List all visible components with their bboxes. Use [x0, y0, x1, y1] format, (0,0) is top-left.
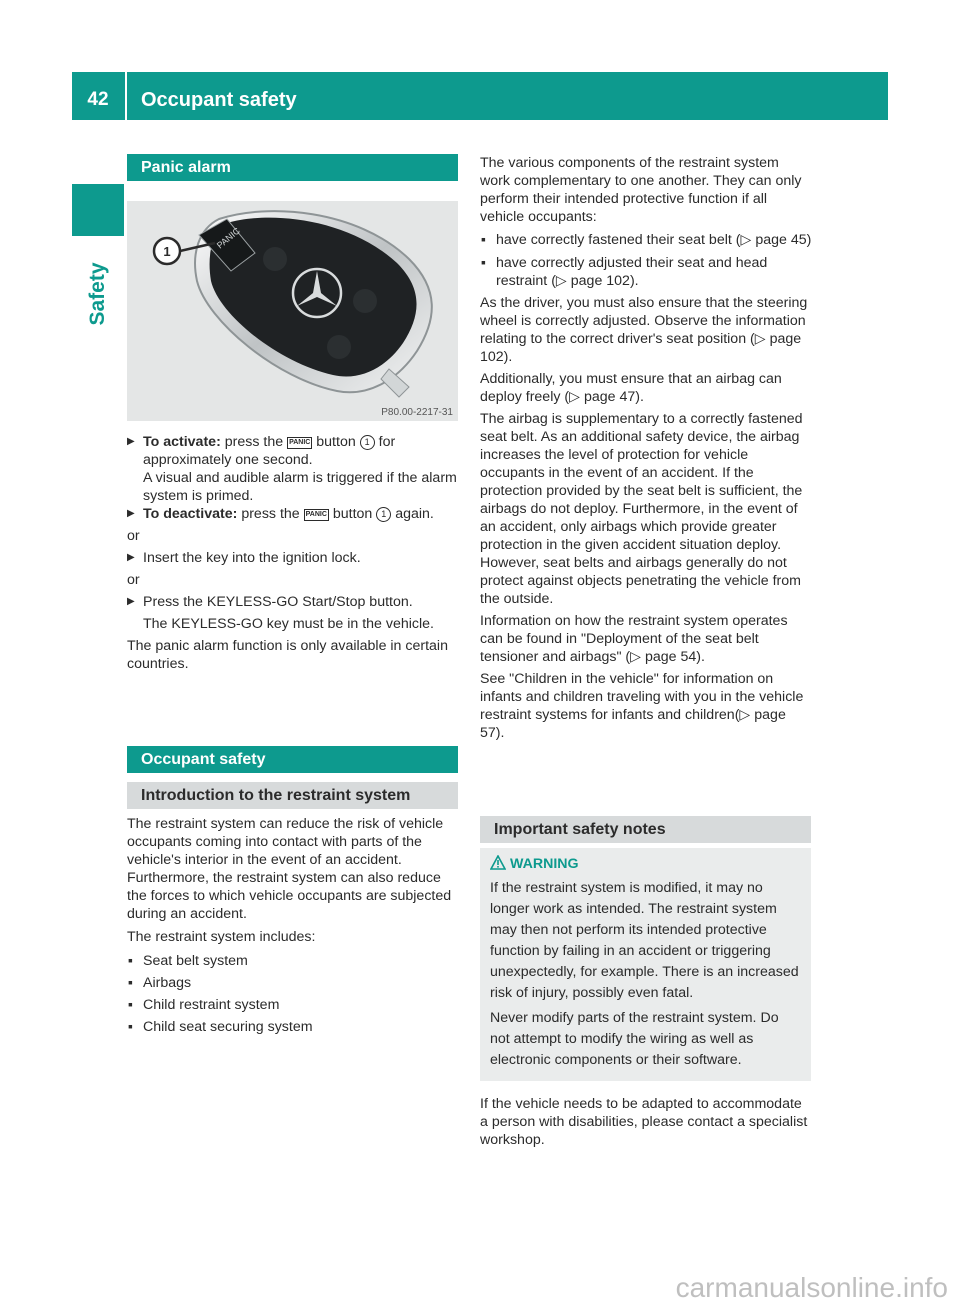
safety-notes-heading: Important safety notes: [480, 816, 811, 843]
warning-advice: Never modify parts of the restraint system. Do not attempt to modify the wiring as well as electronic components or their software.: [490, 1010, 779, 1068]
driver-text: As the driver, you must also ensure that the steering wheel is correctly adjusted. Observe the information relating to the correct driver's seat position (▷ page 102).: [480, 295, 808, 365]
warning-text: If the restraint system is modified, it may no longer work as intended. The restraint system may then not perform its intended protective function by failing in an accident or triggering unexpectedly, for example. There is an increased risk of injury, possibly even fatal.: [490, 880, 799, 1001]
includes-text: The restraint system includes:: [127, 929, 316, 945]
callout-1-icon: 1: [360, 435, 375, 450]
watermark: carmanualsonline.info: [675, 1272, 948, 1303]
airbag-deploy-text: Additionally, you must ensure that an airbag can deploy freely (▷ page 47).: [480, 371, 782, 405]
side-tab: [72, 246, 124, 342]
or-text: or: [127, 572, 140, 588]
or-text: or: [127, 528, 140, 544]
alarm-note: A visual and audible alarm is triggered if the alarm system is primed.: [143, 470, 457, 504]
warning-triangle-icon: [490, 855, 506, 870]
key-image: [127, 201, 458, 421]
panic-key-text: PANIC: [214, 225, 242, 251]
availability-text: The panic alarm function is only available in certain countries.: [127, 638, 448, 672]
children-text: See "Children in the vehicle" for information on infants and children traveling with you in the vehicle restraint systems for infants and children(▷ page 57).: [480, 671, 804, 741]
intro-heading: Introduction to the restraint system: [127, 782, 458, 809]
page-title: Occupant safety: [141, 89, 297, 111]
panic-alarm-heading: Panic alarm: [127, 154, 458, 181]
image-code: P80.00-2217-31: [381, 407, 453, 418]
restraint-info: [480, 154, 812, 742]
keyless-note: The KEYLESS-GO key must be in the vehicle.: [143, 616, 434, 632]
info-text: Information on how the restraint system operates can be found in "Deployment of the seat belt tensioner and airbags" (▷ page 54).: [480, 613, 788, 665]
list-item: ▪ Child restraint system: [127, 996, 460, 1014]
car-key-illustration: [127, 201, 458, 421]
list-item: ▪ have correctly fastened their seat belt (▷ page 45): [480, 231, 812, 249]
warning-title: WARNING: [510, 856, 579, 872]
intro-text: The restraint system can reduce the risk of vehicle occupants coming into contact with parts of the vehicle's interior in the event of an accident. Furthermore, the restraint system can also reduce the forces to which vehicle occupants are subjected during an accident.: [127, 816, 452, 922]
disabilities-text: If the vehicle needs to be adapted to accommodate a person with disabilities, please contact a specialist workshop.: [480, 1096, 808, 1148]
panic-button-icon: PANIC: [304, 509, 329, 521]
deactivate-label: To deactivate:: [143, 506, 238, 522]
side-tab-label: Safety: [86, 262, 109, 326]
callout-1-icon: 1: [376, 507, 391, 522]
list-item: ▪ Airbags: [127, 974, 460, 992]
disabilities-section: [480, 1095, 812, 1149]
intro-section: [127, 815, 460, 1036]
activate-label: To activate:: [143, 434, 221, 450]
warning-header: [490, 854, 801, 875]
list-item: ▪ have correctly adjusted their seat and head restraint (▷ page 102).: [480, 254, 812, 290]
panic-button-icon: PANIC: [287, 437, 312, 449]
insert-key-step: ▶ Insert the key into the ignition lock.: [127, 549, 460, 567]
activate-step: ▶ To activate: press the PANIC button 1 for approximately one second.: [127, 433, 460, 469]
panic-alarm-steps: [127, 433, 460, 673]
list-item: ▪ Seat belt system: [127, 952, 460, 970]
supplementary-text: The airbag is supplementary to a correctly fastened seat belt. As an additional safety device, the airbag increases the level of protection for vehicle occupants in the event of an accident. If the protection provided by the seat belt is sufficient, the airbags do not deploy. Furthermore, in the event of an accident, only airbags which provide greater protection in the given accident situation deploy. However, seat belts and airbags generally do not protect against objects penetrating the vehicle from the outside.: [480, 411, 803, 607]
header-divider: [125, 72, 127, 120]
components-text: The various components of the restraint system work complementary to one another. They can only perform their intended protective function if all vehicle occupants:: [480, 155, 802, 225]
warning-box: [480, 848, 811, 1081]
deactivate-step: ▶ To deactivate: press the PANIC button 1 again.: [127, 505, 460, 523]
page-number: 42: [87, 89, 109, 110]
list-item: ▪ Child seat securing system: [127, 1018, 460, 1036]
callout-1-number: 1: [163, 244, 171, 259]
side-tab-block: [72, 184, 124, 236]
keyless-step: ▶ Press the KEYLESS-GO Start/Stop button.: [127, 593, 460, 611]
occupant-safety-heading: Occupant safety: [127, 746, 458, 773]
